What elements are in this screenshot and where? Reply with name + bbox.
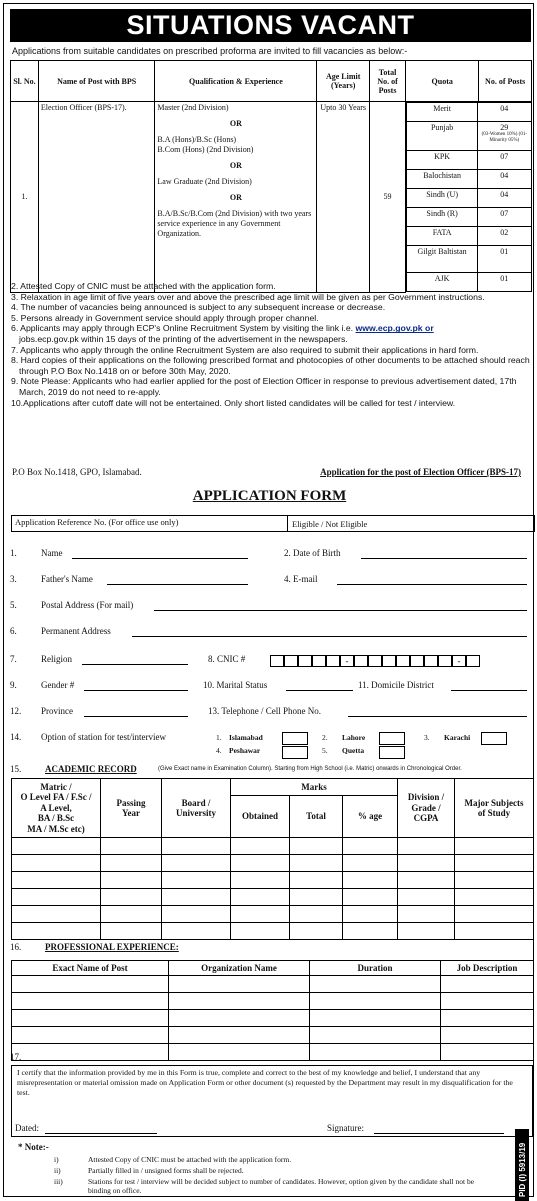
permanent-label: Permanent Address: [41, 626, 111, 636]
acad-th-line: Board /: [181, 797, 211, 808]
qual-line: B.Com (Hons) (2nd Division): [157, 145, 254, 154]
religion-label: Religion: [41, 654, 72, 664]
permanent-address-field[interactable]: [132, 636, 527, 637]
note-item: 10.Applications after cutoff date will not be entertained. Only short listed candidates will be called for test / interview.: [11, 397, 456, 408]
th-post: Name of Post with BPS: [38, 61, 155, 102]
field-num: 7.: [10, 654, 17, 664]
experience-cell[interactable]: [441, 1044, 534, 1061]
acad-th-line: University: [176, 808, 216, 818]
experience-row: [12, 976, 534, 993]
station-num: 1.: [216, 733, 222, 742]
quota-posts-value: 02: [500, 228, 509, 237]
academic-cell[interactable]: [231, 872, 290, 889]
quota-row: [407, 246, 531, 273]
father-name-field[interactable]: [107, 584, 248, 585]
experience-cell[interactable]: [169, 1044, 310, 1061]
academic-cell[interactable]: [343, 923, 398, 940]
email-label: 4. E-mail: [284, 574, 318, 584]
academic-cell[interactable]: [101, 923, 162, 940]
acad-th-line: A Level,: [40, 802, 72, 813]
academic-cell[interactable]: [162, 906, 231, 923]
certification-text: I certify that the information provided by me in this Form is true, complete and correct to the best of my knowledge and belief, I understand that any misrepresentation or material omission made on Application Form or other document (s) requested by the Department may result in my disqualification for the test.: [17, 1068, 513, 1097]
advertisement-page: [3, 3, 534, 1197]
quota-name: Balochistan: [407, 170, 478, 189]
dated-field[interactable]: [45, 1133, 157, 1134]
acad-th-line: MA / M.Sc etc): [27, 823, 85, 834]
father-label: Father's Name: [41, 574, 93, 584]
academic-cell[interactable]: [12, 838, 101, 855]
academic-cell[interactable]: [231, 855, 290, 872]
name-field[interactable]: [72, 558, 248, 559]
experience-cell[interactable]: [441, 976, 534, 993]
experience-cell[interactable]: [441, 993, 534, 1010]
marital-status-field[interactable]: [286, 690, 353, 691]
footnote-text: Stations for test / interview will be decided subject to number of candidates. However, option given by the candidate shall not be binding on office.: [88, 1177, 475, 1195]
cnic-digit-box[interactable]: [382, 655, 396, 667]
academic-row: [12, 923, 534, 940]
situations-vacant-banner: SITUATIONS VACANT: [10, 9, 531, 42]
acad-th-major: [455, 779, 534, 838]
experience-cell[interactable]: [169, 1010, 310, 1027]
quota-posts-value: 07: [500, 152, 509, 161]
cnic-digit-box[interactable]: [438, 655, 452, 667]
academic-cell[interactable]: [343, 889, 398, 906]
quota-posts: [478, 208, 531, 227]
experience-row: [12, 1010, 534, 1027]
cnic-digit-box[interactable]: [368, 655, 382, 667]
cnic-digit-box[interactable]: [270, 655, 284, 667]
academic-cell[interactable]: [162, 855, 231, 872]
gender-field[interactable]: [84, 690, 188, 691]
acad-th-total: Total: [290, 796, 343, 838]
field-num: 17.: [10, 1052, 22, 1062]
th-qual: Qualification & Experience: [155, 61, 317, 102]
notes-list: [11, 281, 533, 408]
age-limit: Upto 30 Years: [317, 102, 370, 293]
quota-posts-value: 01: [500, 274, 509, 283]
station-karachi-box[interactable]: [481, 732, 507, 745]
academic-cell[interactable]: [231, 889, 290, 906]
field-num: 15.: [10, 764, 22, 774]
field-num: 1.: [10, 548, 17, 558]
note-item: 2. Attested Copy of CNIC must be attached with the application form.: [11, 281, 276, 291]
phone-label: 13. Telephone / Cell Phone No.: [208, 706, 321, 716]
form-title: APPLICATION FORM: [192, 488, 347, 504]
note-item: 3. Relaxation in age limit of five years over and above the prescribed age limit will be given as per Government instructions.: [11, 291, 485, 302]
quota-posts: [478, 246, 531, 273]
quota-name: Merit: [407, 103, 478, 122]
academic-cell[interactable]: [455, 838, 534, 855]
quota-posts: [478, 227, 531, 246]
phone-field[interactable]: [348, 716, 527, 717]
certification-box: [11, 1065, 533, 1137]
cnic-digit-box[interactable]: [396, 655, 410, 667]
quota-posts-value: 01: [500, 247, 509, 256]
intro-text: Applications from suitable candidates on prescribed proforma are invited to fill vacancies as below:-: [12, 46, 408, 56]
station-peshawar-box[interactable]: [282, 746, 308, 759]
quota-posts-value: 07: [500, 209, 509, 218]
experience-cell[interactable]: [310, 1010, 441, 1027]
name-label: Name: [41, 548, 63, 558]
quota-table: [406, 102, 531, 292]
academic-cell[interactable]: [231, 923, 290, 940]
experience-cell[interactable]: [12, 993, 169, 1010]
quota-posts: [478, 151, 531, 170]
academic-cell[interactable]: [455, 872, 534, 889]
quota-posts: [478, 170, 531, 189]
academic-record-heading: ACADEMIC RECORD: [45, 764, 137, 774]
academic-cell[interactable]: [398, 838, 455, 855]
field-num: 6.: [10, 626, 17, 636]
academic-row: [12, 838, 534, 855]
experience-row: [12, 1027, 534, 1044]
station-peshawar-label: Peshawar: [229, 746, 261, 755]
email-field[interactable]: [337, 584, 527, 585]
academic-cell[interactable]: [343, 872, 398, 889]
dob-field[interactable]: [361, 558, 527, 559]
reference-box: [11, 515, 535, 532]
cnic-digit-box[interactable]: [326, 655, 340, 667]
quota-name: AJK: [407, 273, 478, 292]
note-item: [11, 323, 533, 334]
acad-th-board: [162, 779, 231, 838]
th-posts: No. of Posts: [479, 61, 532, 102]
academic-cell[interactable]: [290, 838, 343, 855]
academic-cell[interactable]: [231, 838, 290, 855]
acad-th-marks: Marks: [231, 779, 398, 796]
footnote-num: ii): [54, 1166, 61, 1175]
qual-or: OR: [229, 193, 242, 202]
academic-cell[interactable]: [12, 855, 101, 872]
experience-row: [12, 993, 534, 1010]
reference-label: Application Reference No. (For office use only): [15, 517, 179, 527]
note-6-text: 6. Applicants may apply through ECP's Online Recruitment System by visiting the link i.e.: [11, 323, 354, 334]
field-num: 14.: [10, 732, 22, 742]
academic-cell[interactable]: [101, 906, 162, 923]
gender-label: Gender #: [41, 680, 75, 690]
acad-th-obtained: Obtained: [231, 796, 290, 838]
ecp-link[interactable]: www.ecp.gov.pk or: [355, 323, 434, 334]
total-posts: 59: [370, 102, 406, 293]
acad-th-line: of Study: [477, 808, 511, 818]
quota-posts-value: 29: [500, 123, 509, 132]
academic-record-table: [11, 778, 534, 940]
station-lahore-box[interactable]: [379, 732, 405, 745]
acad-th-line: CGPA: [413, 813, 439, 824]
acad-th-line: Major Subjects: [464, 797, 524, 808]
academic-cell[interactable]: [398, 923, 455, 940]
quota-name: KPK: [407, 151, 478, 170]
acad-th-line: Division /: [407, 792, 445, 803]
academic-cell[interactable]: [343, 855, 398, 872]
cnic-label: 8. CNIC #: [208, 654, 246, 664]
academic-cell[interactable]: [12, 889, 101, 906]
academic-cell[interactable]: [101, 872, 162, 889]
acad-th-exam: [12, 779, 101, 838]
cnic-digit-box[interactable]: [410, 655, 424, 667]
province-field[interactable]: [84, 716, 188, 717]
prof-th-post: Exact Name of Post: [12, 961, 169, 976]
experience-cell[interactable]: [12, 1044, 169, 1061]
footnote-text: Attested Copy of CNIC must be attached with the application form.: [88, 1155, 292, 1164]
academic-cell[interactable]: [101, 838, 162, 855]
experience-cell[interactable]: [169, 993, 310, 1010]
experience-cell[interactable]: [441, 1010, 534, 1027]
quota-row: [407, 227, 531, 246]
academic-cell[interactable]: [398, 872, 455, 889]
experience-cell[interactable]: [310, 993, 441, 1010]
signature-label: Signature:: [327, 1123, 364, 1133]
acad-th-line: Matric /: [40, 781, 72, 792]
academic-cell[interactable]: [12, 906, 101, 923]
station-islamabad-label: Islamabad: [229, 733, 263, 742]
qual-or: OR: [229, 161, 242, 170]
experience-cell[interactable]: [441, 1027, 534, 1044]
academic-cell[interactable]: [162, 889, 231, 906]
academic-cell[interactable]: [290, 906, 343, 923]
station-karachi-label: Karachi: [444, 733, 471, 742]
academic-cell[interactable]: [12, 923, 101, 940]
academic-row: [12, 906, 534, 923]
station-lahore-label: Lahore: [342, 733, 366, 742]
station-num: 2.: [322, 733, 328, 742]
quota-posts-value: 04: [500, 104, 509, 113]
qual-line: B.A/B.Sc/B.Com (2nd Division) with two years service experience in any Government Organization.: [157, 209, 312, 238]
quota-note: (03-Women 10%) (01-Minority 05%): [481, 132, 527, 143]
qual-line: B.A (Hons)/B.Sc (Hons): [157, 135, 237, 144]
academic-cell[interactable]: [162, 872, 231, 889]
quota-posts: [478, 103, 531, 122]
academic-cell[interactable]: [231, 906, 290, 923]
field-num: 9.: [10, 680, 17, 690]
note-item: 4. The number of vacancies being announced is subject to any subsequent increase or decrease.: [11, 302, 386, 313]
academic-cell[interactable]: [398, 889, 455, 906]
academic-cell[interactable]: [343, 838, 398, 855]
academic-cell[interactable]: [290, 872, 343, 889]
field-num: 12.: [10, 706, 22, 716]
acad-th-percent: % age: [343, 796, 398, 838]
cnic-digit-box[interactable]: [466, 655, 480, 667]
academic-cell[interactable]: [290, 889, 343, 906]
note-item: 9. Note Please: Applicants who had earlier applied for the post of Election Officer in response to previous advertisement dated, 17th March, 2019 do not need to re-apply.: [11, 376, 517, 397]
marital-label: 10. Marital Status: [203, 680, 268, 690]
academic-cell[interactable]: [455, 923, 534, 940]
quota-row: [407, 208, 531, 227]
academic-cell[interactable]: [398, 906, 455, 923]
quota-name: FATA: [407, 227, 478, 246]
experience-cell[interactable]: [12, 1027, 169, 1044]
field-num: 5.: [10, 600, 17, 610]
prof-th-org: Organization Name: [169, 961, 310, 976]
application-for-post: Application for the post of Election Officer (BPS-17): [320, 467, 521, 477]
th-total: Total No. of Posts: [370, 61, 406, 102]
eligible-label: Eligible / Not Eligible: [292, 519, 368, 529]
quota-row: [407, 189, 531, 208]
quota-row: [407, 103, 531, 122]
cnic-digit-box[interactable]: [298, 655, 312, 667]
academic-cell[interactable]: [162, 923, 231, 940]
domicile-field[interactable]: [451, 690, 527, 691]
experience-cell[interactable]: [310, 1044, 441, 1061]
station-num: 4.: [216, 746, 222, 755]
academic-cell[interactable]: [162, 838, 231, 855]
cnic-digit-box[interactable]: [424, 655, 438, 667]
experience-cell[interactable]: [12, 976, 169, 993]
station-label: Option of station for test/interview: [41, 732, 166, 742]
academic-cell[interactable]: [12, 872, 101, 889]
acad-th-passing: [101, 779, 162, 838]
experience-cell[interactable]: [169, 1027, 310, 1044]
th-quota: Quota: [406, 61, 479, 102]
qualification-cell: [155, 102, 317, 293]
quota-name: Gilgit Baltistan: [407, 246, 478, 273]
sl-no: 1.: [11, 102, 39, 293]
note-item: 5. Persons already in Government service should apply through proper channel.: [11, 312, 319, 323]
acad-th-line: Year: [122, 808, 140, 818]
academic-cell[interactable]: [101, 855, 162, 872]
professional-experience-table: [11, 960, 534, 1061]
note-item: 8. Hard copies of their applications on the following prescribed format and photocopies of other documents to be attached should reach through P.O Box No.1418 on or before 30th May, 2020.: [11, 355, 530, 376]
postal-address-field[interactable]: [154, 610, 527, 611]
cnic-digit-box[interactable]: [284, 655, 298, 667]
acad-th-line: O Level FA / F.Sc /: [20, 792, 92, 803]
academic-cell[interactable]: [455, 906, 534, 923]
quota-name: Sindh (R): [407, 208, 478, 227]
academic-row: [12, 855, 534, 872]
footnote-num: iii): [54, 1177, 63, 1186]
academic-cell[interactable]: [290, 923, 343, 940]
academic-row: [12, 872, 534, 889]
acad-th-line: Passing: [116, 797, 146, 808]
quota-cell: [406, 102, 532, 293]
professional-experience-heading: PROFESSIONAL EXPERIENCE:: [45, 942, 179, 952]
station-islamabad-box[interactable]: [282, 732, 308, 745]
quota-row: [407, 151, 531, 170]
dated-label: Dated:: [15, 1123, 39, 1133]
qual-line: Law Graduate (2nd Division): [157, 177, 252, 186]
postal-label: Postal Address (For mail): [41, 600, 134, 610]
academic-note: (Give Exact name in Examination Column). Starting from High School (i.e. Matric) onwards in Chronological Order.: [158, 766, 462, 772]
acad-th-line: BA / B.Sc: [37, 813, 75, 824]
quota-posts-value: 04: [500, 190, 509, 199]
academic-row: [12, 889, 534, 906]
quota-posts: [478, 122, 531, 151]
acad-th-line: Grade /: [411, 802, 441, 813]
qual-or: OR: [229, 119, 242, 128]
note-heading: * Note:-: [18, 1142, 49, 1152]
dob-label: 2. Date of Birth: [284, 548, 341, 558]
quota-name: Sindh (U): [407, 189, 478, 208]
experience-cell[interactable]: [310, 1027, 441, 1044]
pid-tag: [515, 1129, 529, 1201]
academic-cell[interactable]: [101, 889, 162, 906]
experience-row: [12, 1044, 534, 1061]
province-label: Province: [41, 706, 73, 716]
experience-cell[interactable]: [169, 976, 310, 993]
station-quetta-box[interactable]: [379, 746, 405, 759]
station-num: 5.: [322, 746, 328, 755]
footnote-text: Partially filled in / unsigned forms shall be rejected.: [88, 1166, 244, 1175]
cnic-dash[interactable]: -: [452, 655, 466, 667]
quota-posts-value: 04: [500, 171, 509, 180]
po-box: P.O Box No.1418, GPO, Islamabad.: [12, 467, 142, 477]
station-num: 3.: [424, 733, 430, 742]
th-sl: Sl. No.: [11, 61, 39, 102]
pid-text: PID (I) 5913/19: [518, 1142, 527, 1197]
cnic-digit-box[interactable]: [312, 655, 326, 667]
academic-cell[interactable]: [398, 855, 455, 872]
cnic-dash[interactable]: -: [340, 655, 354, 667]
experience-cell[interactable]: [310, 976, 441, 993]
prof-th-duration: Duration: [310, 961, 441, 976]
note-item: 7. Applicants who apply through the online Recruitment System are also required to submit their applications in hard form.: [11, 344, 479, 355]
ref-divider: [287, 516, 288, 531]
experience-cell[interactable]: [12, 1010, 169, 1027]
quota-posts: [478, 189, 531, 208]
acad-th-division: [398, 779, 455, 838]
academic-cell[interactable]: [455, 889, 534, 906]
academic-cell[interactable]: [455, 855, 534, 872]
quota-row: [407, 122, 531, 151]
academic-cell[interactable]: [343, 906, 398, 923]
note-item: jobs.ecp.gov.pk within 15 days of the printing of the advertisement in the newspapers.: [19, 333, 348, 344]
prof-th-job: Job Description: [441, 961, 534, 976]
th-age: Age Limit (Years): [317, 61, 370, 102]
quota-name: Punjab: [407, 122, 478, 151]
footnote-num: i): [54, 1155, 59, 1164]
signature-field[interactable]: [374, 1133, 504, 1134]
station-quetta-label: Quetta: [342, 746, 365, 755]
field-num: 3.: [10, 574, 17, 584]
academic-cell[interactable]: [290, 855, 343, 872]
post-name: Election Officer (BPS-17).: [38, 102, 155, 293]
quota-row: [407, 170, 531, 189]
qual-line: Master (2nd Division): [157, 103, 229, 112]
religion-field[interactable]: [82, 664, 188, 665]
field-num: 16.: [10, 942, 22, 952]
vacancy-table: [10, 60, 532, 293]
cnic-digit-box[interactable]: [354, 655, 368, 667]
domicile-label: 11. Domicile District: [358, 680, 434, 690]
